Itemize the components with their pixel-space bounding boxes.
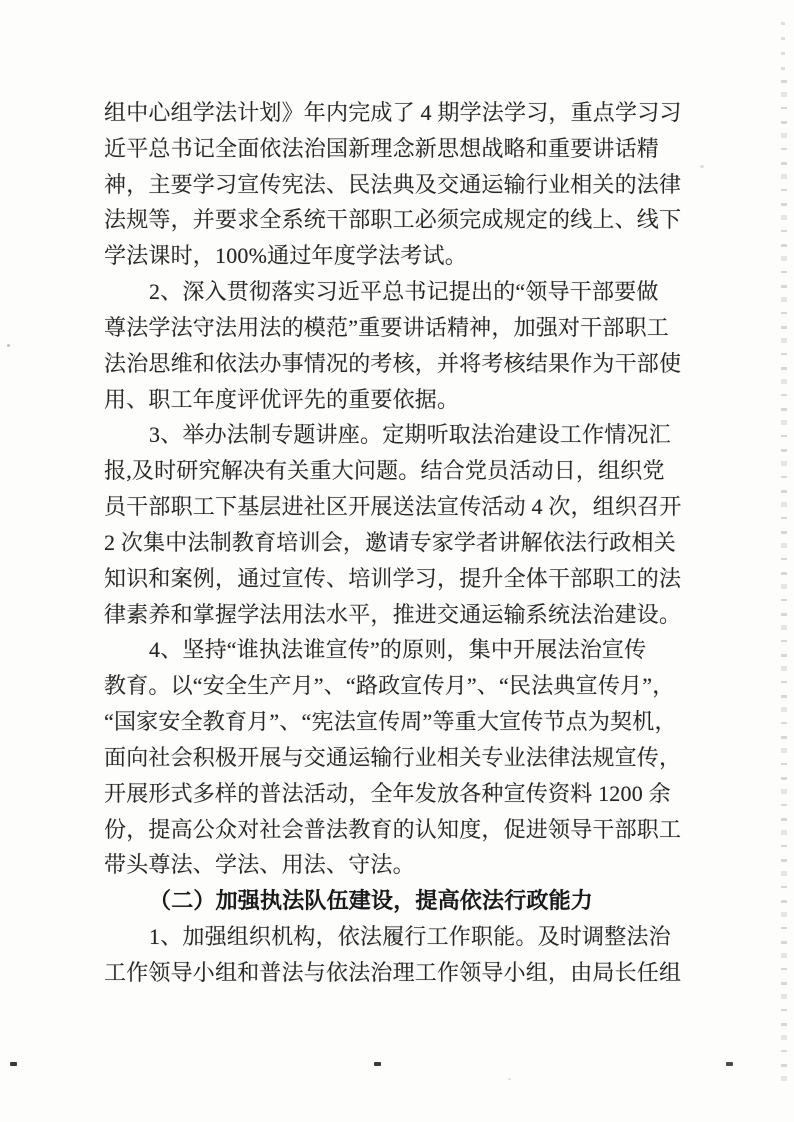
text-line: 学法课时，100%通过年度学法考试。 — [104, 243, 467, 269]
scan-artifact-bottom-right — [726, 1062, 733, 1066]
text-line: 带头尊法、学法、用法、守法。 — [104, 852, 415, 878]
scan-noise-strip — [781, 80, 787, 1090]
text-line: “国家安全教育月”、“宪法宣传周”等重大宣传节点为契机， — [104, 709, 677, 735]
text-line: 尊法学法守法用法的模范”重要讲话精神，加强对干部职工 — [104, 314, 669, 340]
text-line: 教育。以“安全生产月”、“路政宣传月”、“民法典宣传月”， — [104, 673, 675, 699]
text-line: 员干部职工下基层进社区开展送法宣传活动 4 次，组织召开 — [104, 494, 682, 520]
scan-artifact-bottom-center — [374, 1062, 381, 1066]
text-line: 1、加强组织机构，依法履行工作职能。及时调整法治 — [149, 924, 671, 950]
document-body — [104, 95, 682, 991]
text-line: 工作领导小组和普法与依法治理工作领导小组，由局长任组 — [104, 959, 682, 985]
text-line: 开展形式多样的普法活动，全年发放各种宣传资料 1200 余 — [104, 780, 671, 806]
text-line: 近平总书记全面依法治国新理念新思想战略和重要讲话精 — [104, 135, 660, 161]
section-heading: （二）加强执法队伍建设，提高依法行政能力 — [149, 888, 594, 914]
text-line: 报,及时研究解决有关重大问题。结合党员活动日，组织党 — [104, 458, 665, 484]
text-line: 组中心组学法计划》年内完成了 4 期学法学习，重点学习习 — [104, 100, 682, 125]
scan-speck — [7, 344, 10, 347]
text-line: 3、举办法制专题讲座。定期听取法治建设工作情况汇 — [149, 422, 671, 448]
text-line: 知识和案例，通过宣传、培训学习，提升全体干部职工的法 — [104, 565, 682, 591]
scan-artifact-bottom-left — [10, 1062, 17, 1066]
text-line: 律素养和掌握学法用法水平，推进交通运输系统法治建设。 — [104, 601, 682, 627]
text-line: 法治思维和依法办事情况的考核，并将考核结果作为干部使 — [104, 350, 682, 376]
text-line: 用、职工年度评优评先的重要依据。 — [104, 386, 460, 412]
text-line: 2、深入贯彻落实习近平总书记提出的“领导干部要做 — [149, 279, 659, 305]
text-line: 法规等，并要求全系统干部职工必须完成规定的线上、线下 — [104, 207, 682, 233]
text-line: 2 次集中法制教育培训会，邀请专家学者讲解依法行政相关 — [104, 529, 676, 555]
scan-speck — [700, 165, 704, 168]
text-line: 神，主要学习宣传宪法、民法典及交通运输行业相关的法律 — [104, 171, 682, 197]
text-line: 面向社会积极开展与交通运输行业相关专业法律法规宣传， — [104, 744, 682, 770]
scan-speck — [508, 1078, 511, 1080]
text-line: 份，提高公众对社会普法教育的认知度，促进领导干部职工 — [104, 816, 682, 842]
scan-noise-strip-upper — [781, 22, 785, 72]
text-line: 4、坚持“谁执法谁宣传”的原则，集中开展法治宣传 — [149, 637, 647, 663]
